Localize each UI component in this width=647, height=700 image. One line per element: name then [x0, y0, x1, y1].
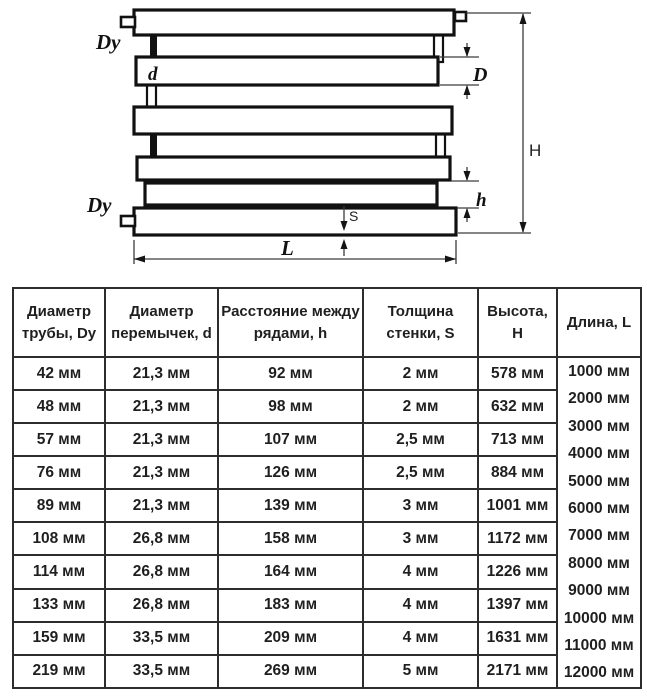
pipe-rows — [134, 10, 456, 235]
label-S: S — [349, 208, 359, 224]
table-row — [13, 522, 641, 555]
label-d: d — [148, 64, 158, 85]
length-value: 8000 мм — [568, 554, 630, 572]
length-value: 7000 мм — [568, 527, 630, 545]
table-cell: 57 мм — [13, 423, 105, 456]
length-value: 4000 мм — [568, 445, 630, 463]
table-cell: 33,5 мм — [105, 655, 218, 688]
table-cell: 4 мм — [363, 555, 478, 588]
spec-table-body — [13, 357, 641, 688]
label-H: H — [529, 141, 542, 160]
table-cell: 21,3 мм — [105, 357, 218, 390]
table-cell: 139 мм — [218, 489, 363, 522]
length-value: 2000 мм — [568, 390, 630, 408]
length-values-cell — [557, 357, 641, 688]
length-value: 5000 мм — [568, 472, 630, 490]
table-row — [13, 357, 641, 390]
table-cell: 2 мм — [363, 390, 478, 423]
table-cell: 269 мм — [218, 655, 363, 688]
table-cell: 108 мм — [13, 522, 105, 555]
table-cell: 2,5 мм — [363, 456, 478, 489]
label-h: h — [476, 190, 487, 211]
length-value: 1000 мм — [568, 363, 630, 380]
table-cell: 33,5 мм — [105, 622, 218, 655]
table-cell: 158 мм — [218, 522, 363, 555]
table-cell: 21,3 мм — [105, 489, 218, 522]
register-drawing — [0, 0, 647, 278]
table-cell: 159 мм — [13, 622, 105, 655]
header-height: Высота, H — [478, 288, 557, 357]
header-jumper-diameter: Диаметр перемычек, d — [105, 288, 218, 357]
table-row — [13, 655, 641, 688]
register-diagram-svg — [0, 0, 647, 278]
table-cell: 1172 мм — [478, 522, 557, 555]
table-cell: 5 мм — [363, 655, 478, 688]
table-cell: 183 мм — [218, 589, 363, 622]
table-cell: 2 мм — [363, 357, 478, 390]
table-cell: 98 мм — [218, 390, 363, 423]
header-pipe-diameter: Диаметр трубы, Dy — [13, 288, 105, 357]
table-cell: 21,3 мм — [105, 390, 218, 423]
table-row — [13, 390, 641, 423]
spec-table — [12, 287, 642, 689]
table-row — [13, 622, 641, 655]
table-row — [13, 489, 641, 522]
table-cell: 632 мм — [478, 390, 557, 423]
dimension-D — [440, 43, 487, 99]
header-row — [13, 288, 641, 357]
header-row-spacing: Расстояние между рядами, h — [218, 288, 363, 357]
label-Dy-bottom: Dy — [87, 193, 112, 217]
length-value: 6000 мм — [568, 500, 630, 518]
dimension-L — [134, 236, 456, 264]
length-value: 3000 мм — [568, 417, 630, 435]
table-cell: 1631 мм — [478, 622, 557, 655]
table-cell: 133 мм — [13, 589, 105, 622]
length-value: 9000 мм — [568, 582, 630, 600]
table-cell: 3 мм — [363, 522, 478, 555]
table-row — [13, 456, 641, 489]
label-D: D — [473, 64, 488, 86]
table-cell: 884 мм — [478, 456, 557, 489]
table-cell: 219 мм — [13, 655, 105, 688]
table-cell: 713 мм — [478, 423, 557, 456]
table-cell: 209 мм — [218, 622, 363, 655]
table-cell: 21,3 мм — [105, 456, 218, 489]
table-cell: 107 мм — [218, 423, 363, 456]
table-cell: 26,8 мм — [105, 555, 218, 588]
table-cell: 26,8 мм — [105, 589, 218, 622]
table-cell: 26,8 мм — [105, 522, 218, 555]
dimension-H — [458, 13, 541, 233]
length-value: 11000 мм — [564, 637, 634, 655]
table-cell: 3 мм — [363, 489, 478, 522]
table-cell: 89 мм — [13, 489, 105, 522]
table-cell: 1226 мм — [478, 555, 557, 588]
table-cell: 2171 мм — [478, 655, 557, 688]
length-value: 12000 мм — [563, 664, 635, 682]
label-L: L — [281, 236, 294, 260]
table-cell: 4 мм — [363, 622, 478, 655]
spec-table-header — [13, 288, 641, 357]
table-cell: 1001 мм — [478, 489, 557, 522]
header-length: Длина, L — [557, 288, 641, 357]
table-cell: 21,3 мм — [105, 423, 218, 456]
label-Dy-top: Dy — [96, 30, 121, 54]
table-cell: 42 мм — [13, 357, 105, 390]
header-wall-thickness: Толщина стенки, S — [363, 288, 478, 357]
table-cell: 1397 мм — [478, 589, 557, 622]
table-cell: 48 мм — [13, 390, 105, 423]
table-cell: 92 мм — [218, 357, 363, 390]
table-cell: 126 мм — [218, 456, 363, 489]
table-cell: 578 мм — [478, 357, 557, 390]
table-cell: 114 мм — [13, 555, 105, 588]
table-cell: 2,5 мм — [363, 423, 478, 456]
table-cell: 164 мм — [218, 555, 363, 588]
table-cell: 4 мм — [363, 589, 478, 622]
table-cell: 76 мм — [13, 456, 105, 489]
table-row — [13, 555, 641, 588]
table-row — [13, 589, 641, 622]
length-value: 10000 мм — [563, 609, 635, 627]
table-row — [13, 423, 641, 456]
